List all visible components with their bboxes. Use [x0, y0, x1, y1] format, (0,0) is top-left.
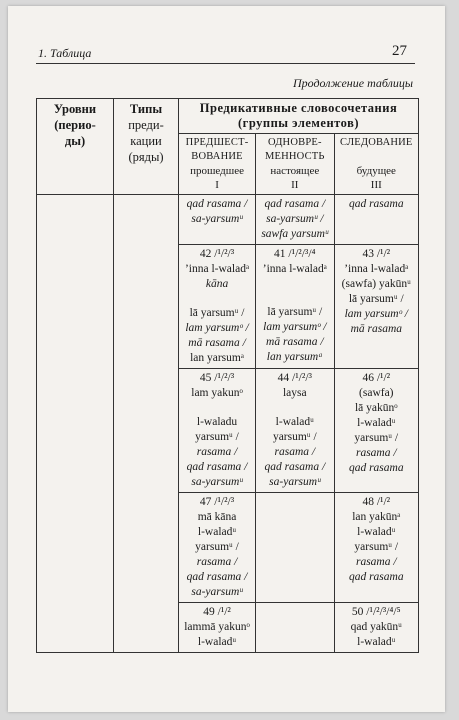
cell-r3-c1: 45 /¹/²/³ lam yakunᵒ l-waladu yarsumᵘ / rasama / qad rasama / sa-yarsumᵘ [179, 369, 256, 493]
levels-cell [37, 195, 114, 653]
chapter-title: 1. Таблица [38, 46, 92, 60]
subheader-succession: СЛЕДОВАНИЕ будущее III [334, 134, 418, 195]
group-header: Предикативные словосочетания (группы элементов) [179, 99, 419, 134]
cell-r4-c2 [256, 493, 335, 603]
cell-r2-c3: 43 /¹/² ’inna l-waladᵃ (sawfa) yakūnᵘ lā yarsumᵘ / lam yarsumᵒ / mā rasama [334, 245, 418, 369]
predication-table [36, 98, 419, 653]
page-number: 27 [392, 43, 407, 59]
cell-r4-c1: 47 /¹/²/³ mā kāna l-waladᵘ yarsumᵘ / rasama / qad rasama / sa-yarsumᵘ [179, 493, 256, 603]
cell-r1-c3: qad rasama [334, 195, 418, 245]
subheader-precedence: ПРЕДШЕСТ- ВОВАНИЕ прошедшее I [179, 134, 256, 195]
subheader-simultaneity: ОДНОВРЕ- МЕННОСТЬ настоящее II [256, 134, 335, 195]
cell-r2-c2: 41 /¹/²/³/⁴ ’inna l-waladᵃ lā yarsumᵘ / lam yarsumᵒ / mā rasama / lan yarsumᵃ [256, 245, 335, 369]
types-cell [114, 195, 179, 653]
cell-r5-c1: 49 /¹/² lammā yakunᵒ l-waladᵘ [179, 603, 256, 653]
cell-r5-c3: 50 /¹/²/³/⁴/⁵ qad yakūnᵘ l-waladᵘ [334, 603, 418, 653]
book-page [8, 6, 445, 712]
table-row [37, 195, 419, 245]
header-rule [36, 63, 415, 64]
cell-r3-c2: 44 /¹/²/³ laysa l-waladᵘ yarsumᵘ / rasama / qad rasama / sa-yarsumᵘ [256, 369, 335, 493]
cell-r1-c2: qad rasama / sa-yarsumᵘ / sawfa yarsumᵘ [256, 195, 335, 245]
cell-r5-c2 [256, 603, 335, 653]
levels-header: Уровни (перио- ды) [37, 99, 114, 195]
cell-r4-c3: 48 /¹/² lan yakūnᵃ l-waladᵘ yarsumᵘ / rasama / qad rasama [334, 493, 418, 603]
cell-r1-c1: qad rasama / sa-yarsumᵘ [179, 195, 256, 245]
continuation-note: Продолжение таблицы [292, 76, 413, 90]
cell-r2-c1: 42 /¹/²/³ ’inna l-waladᵃ kāna lā yarsumᵘ / lam yarsumᵒ / mā rasama / lan yarsumᵃ [179, 245, 256, 369]
cell-r3-c3: 46 /¹/² (sawfa) lā yakūnᵒ l-waladᵘ yarsumᵘ / rasama / qad rasama [334, 369, 418, 493]
types-header: Типы преди- кации (ряды) [114, 99, 179, 195]
